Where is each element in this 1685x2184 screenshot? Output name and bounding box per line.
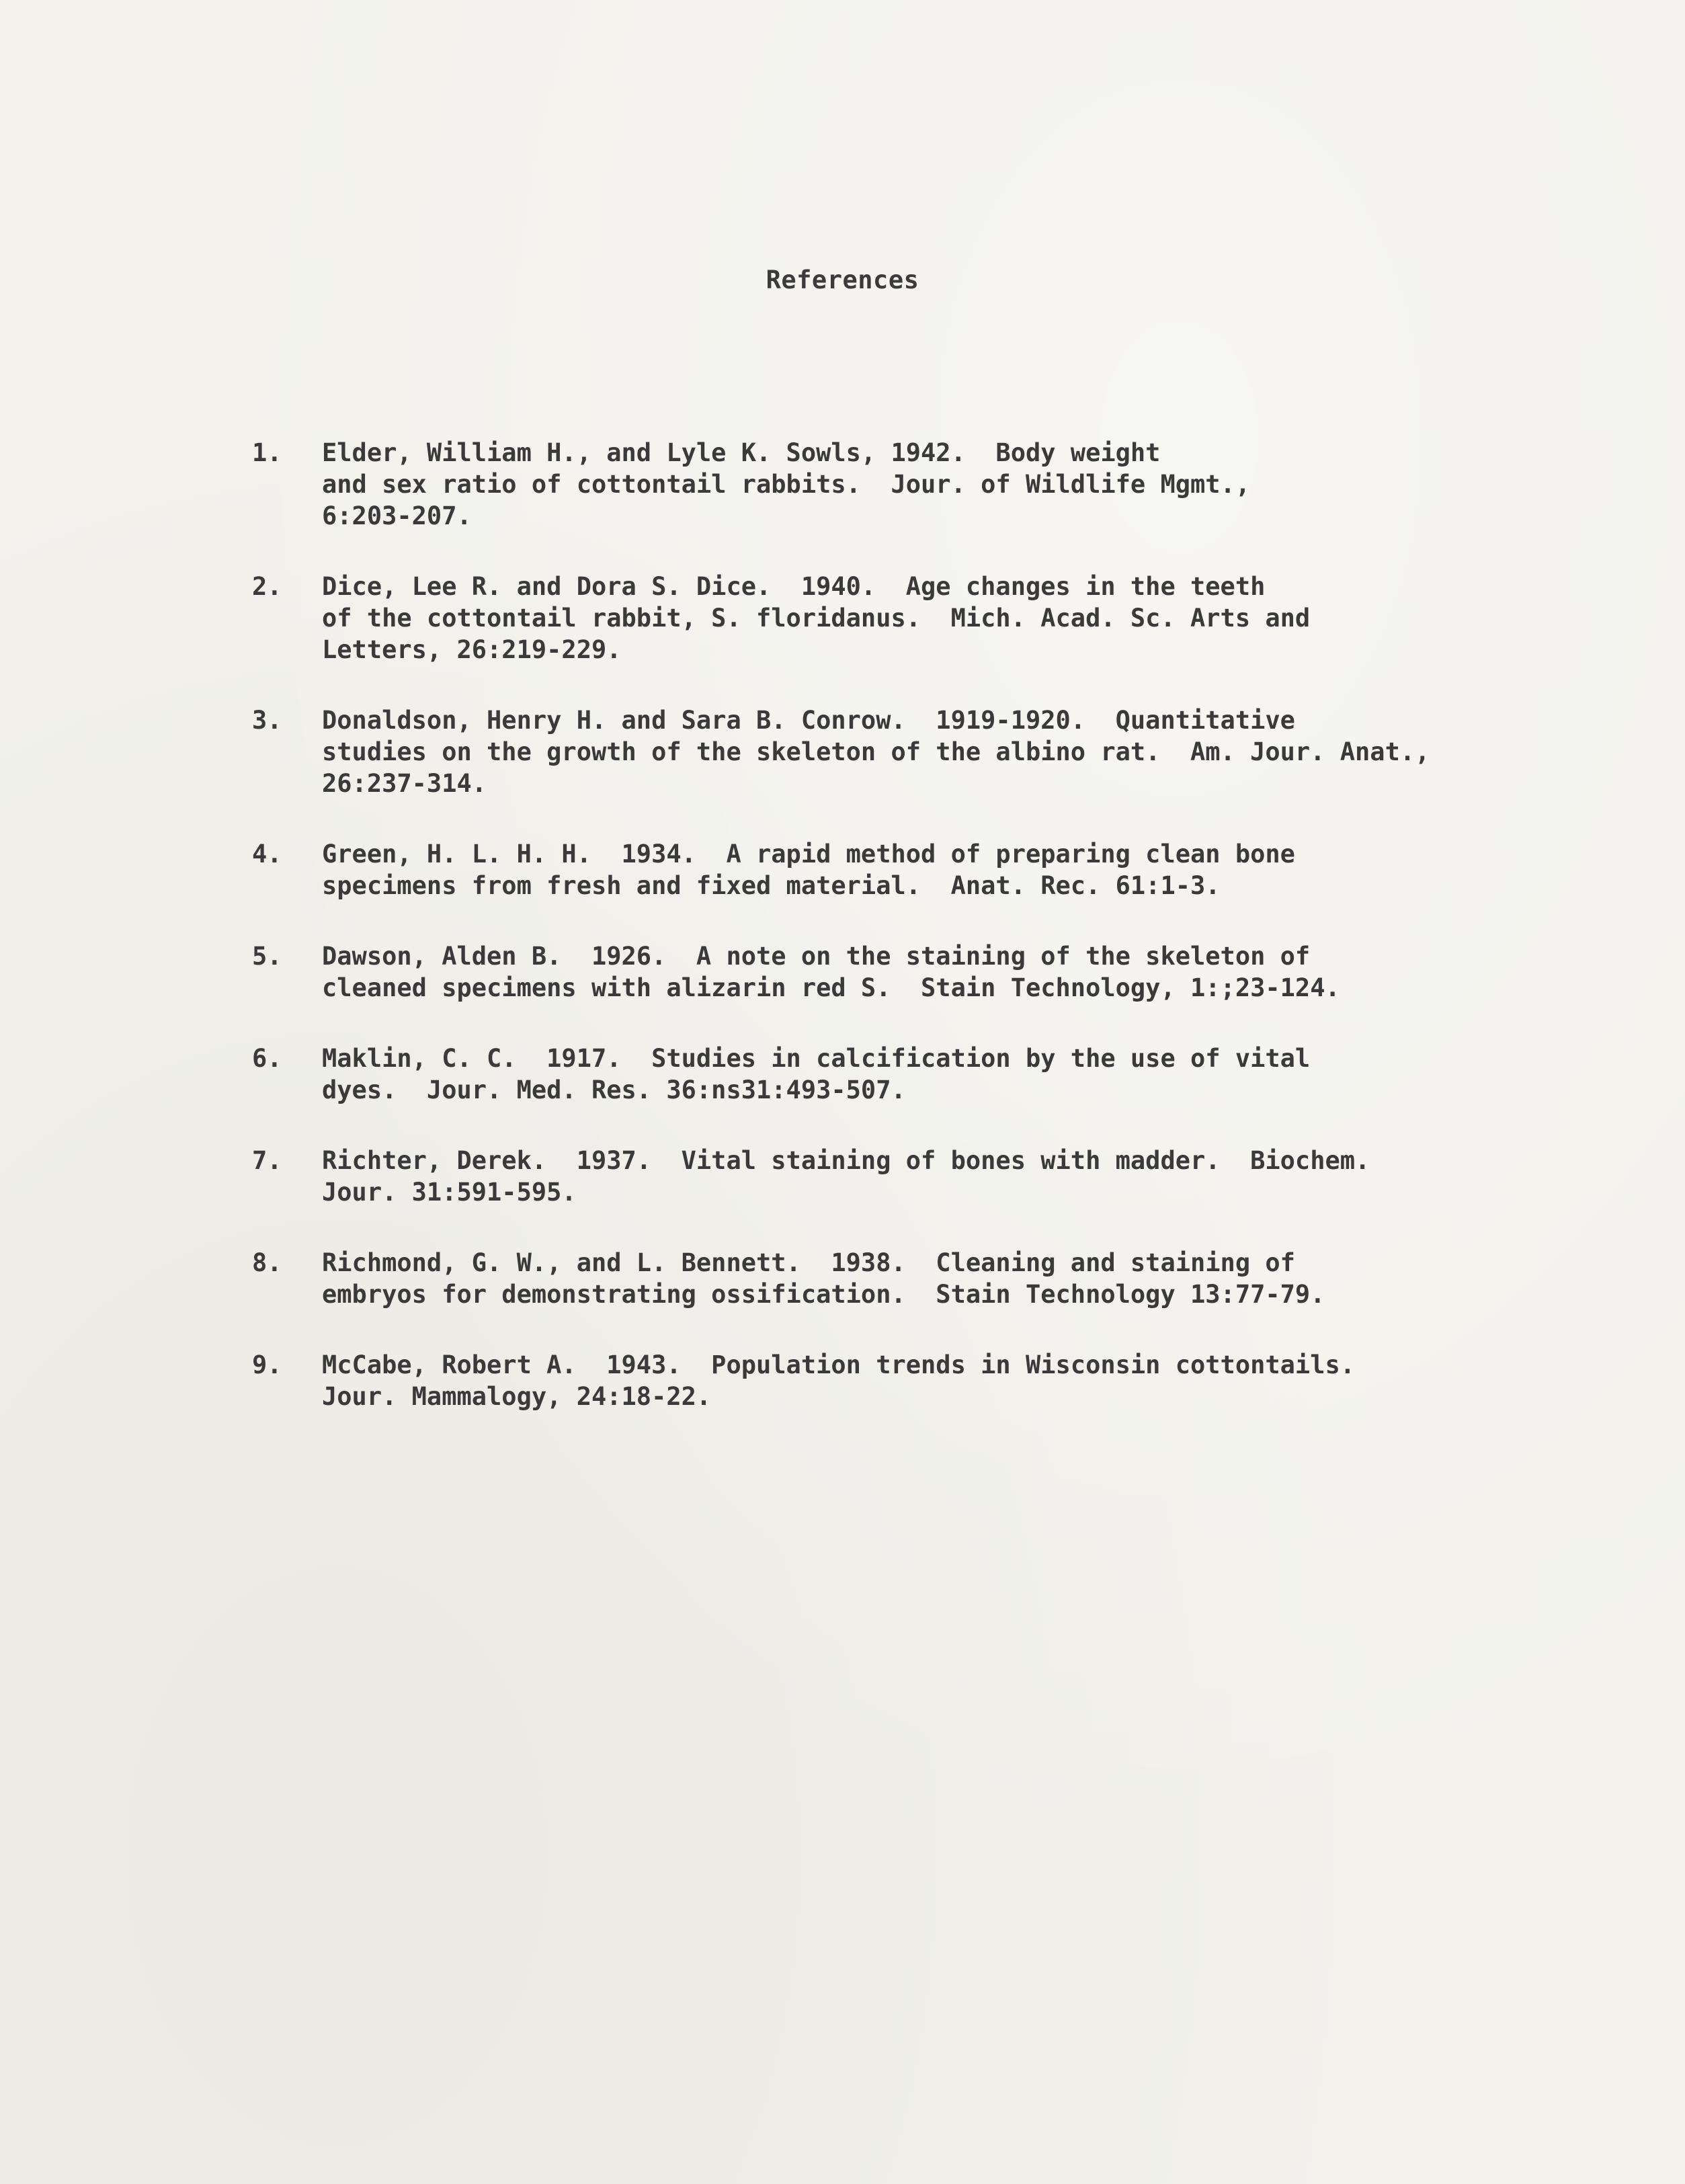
reference-text [322,437,1563,532]
reference-text [322,1043,1563,1106]
reference-text [322,1349,1563,1412]
reference-line: Jour. Mammalogy, 24:18-22. [322,1382,712,1411]
reference-text [322,940,1563,1004]
reference-line: of the cottontail rabbit, S. floridanus. Mich. Acad. Sc. Arts and [322,604,1311,633]
reference-text [322,838,1563,901]
reference-number: 7. [252,1146,282,1175]
reference-line: cleaned specimens with alizarin red S. Stain Technology, 1:;23-124. [322,973,1340,1002]
reference-line: Elder, William H., and Lyle K. Sowls, 1942. Body weight [322,438,1161,467]
reference-text [322,704,1563,799]
reference-line: dyes. Jour. Med. Res. 36:ns31:493-507. [322,1076,906,1104]
reference-item [252,704,1563,799]
reference-line: McCabe, Robert A. 1943. Population trends in Wisconsin cottontails. [322,1350,1356,1379]
reference-item [252,1043,1563,1106]
reference-line: and sex ratio of cottontail rabbits. Jour. of Wildlife Mgmt., [322,470,1251,499]
reference-item [252,1247,1563,1310]
reference-line: embryos for demonstrating ossification. Stain Technology 13:77-79. [322,1280,1325,1309]
reference-line: Maklin, C. C. 1917. Studies in calcification by the use of vital [322,1044,1311,1073]
reference-number: 4. [252,840,282,868]
reference-text [322,571,1563,665]
reference-line: Richter, Derek. 1937. Vital staining of bones with madder. Biochem. [322,1146,1370,1175]
reference-line: Jour. 31:591-595. [322,1178,577,1207]
reference-line: Richmond, G. W., and L. Bennett. 1938. Cleaning and staining of [322,1248,1295,1277]
reference-number: 8. [252,1248,282,1277]
reference-line: studies on the growth of the skeleton of the albino rat. Am. Jour. Anat., [322,737,1430,766]
reference-line: 6:203-207. [322,501,472,530]
reference-text [322,1247,1563,1310]
reference-item [252,838,1563,901]
reference-line: Donaldson, Henry H. and Sara B. Conrow. 1919-1920. Quantitative [322,706,1295,735]
reference-item [252,571,1563,665]
reference-number: 1. [252,438,282,467]
reference-item [252,940,1563,1004]
reference-number: 5. [252,942,282,971]
reference-line: 26:237-314. [322,769,487,798]
page-title: References [766,266,919,294]
reference-item [252,1349,1563,1412]
reference-text [322,1145,1563,1208]
reference-item [252,1145,1563,1208]
reference-number: 9. [252,1350,282,1379]
reference-number: 2. [252,572,282,601]
reference-item [252,437,1563,532]
reference-line: Dawson, Alden B. 1926. A note on the staining of the skeleton of [322,942,1311,971]
reference-line: Green, H. L. H. H. 1934. A rapid method of preparing clean bone [322,840,1295,868]
reference-line: Letters, 26:219-229. [322,635,622,664]
reference-line: specimens from fresh and fixed material. Anat. Rec. 61:1-3. [322,871,1221,900]
reference-number: 3. [252,706,282,735]
reference-number: 6. [252,1044,282,1073]
reference-list [252,437,1563,1451]
reference-line: Dice, Lee R. and Dora S. Dice. 1940. Age changes in the teeth [322,572,1266,601]
